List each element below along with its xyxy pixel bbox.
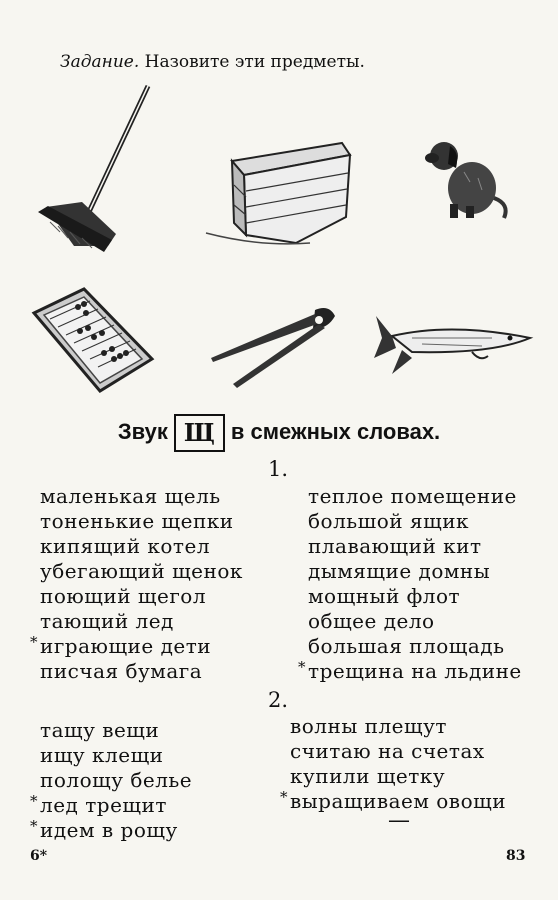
phrase: кипящий котел [40,534,211,558]
letter-box: Щ [174,414,225,452]
section-2-number: 2. [268,688,289,712]
phrase: выращиваем овощи [290,789,507,813]
phrase: поющий щегол [40,584,207,608]
task-text: Назовите эти предметы. [144,52,365,72]
asterisk: * [30,792,38,810]
phrase: купили щетку [290,764,446,788]
phrase: полощу белье [40,768,193,792]
phrase: тоненькие щепки [40,509,234,533]
phrase: волны плещут [290,714,447,738]
broom-illustration [30,82,160,257]
section-1-left-column [30,484,243,684]
task-line [60,52,365,72]
abacus-illustration [28,285,156,400]
phrase: играющие дети [40,634,212,658]
phrase: общее дело [308,609,435,633]
phrase: идем в рощу [40,818,178,842]
section-1-right-column [298,484,522,684]
asterisk: * [30,633,38,651]
section-1-number: 1. [268,457,289,481]
crate-illustration [200,135,360,250]
phrase: мощный флот [308,584,461,608]
phrase: тащу вещи [40,718,160,742]
phrase: большая площадь [308,634,505,658]
phrase: убегающий щенок [40,559,243,583]
puppy-illustration [420,138,510,223]
section-heading [0,414,558,452]
pincers-illustration [205,300,345,392]
heading-before: Звук [117,418,168,444]
phrase: маленькая щель [40,484,221,508]
phrase: тающий лед [40,609,174,633]
pike-fish-illustration [372,308,537,383]
phrase: ищу клещи [40,743,164,767]
section-2-right-column [280,714,507,814]
phrase: считаю на счетах [290,739,485,763]
end-dash: — [388,808,410,833]
asterisk: * [298,658,306,676]
phrase: теплое помещение [308,484,517,508]
heading-after: в смежных словах. [230,418,441,444]
phrase: писчая бумага [40,659,203,683]
page-number: 83 [506,848,526,864]
phrase: плавающий кит [308,534,482,558]
signature-mark: 6* [30,848,48,864]
asterisk: * [30,817,38,835]
section-2-left-column [30,718,193,843]
phrase: дымящие домны [308,559,491,583]
task-label: Задание. [60,52,140,72]
phrase: большой ящик [308,509,470,533]
phrase: лед трещит [40,793,167,817]
phrase: трещина на льдине [308,659,522,683]
asterisk: * [280,788,288,806]
